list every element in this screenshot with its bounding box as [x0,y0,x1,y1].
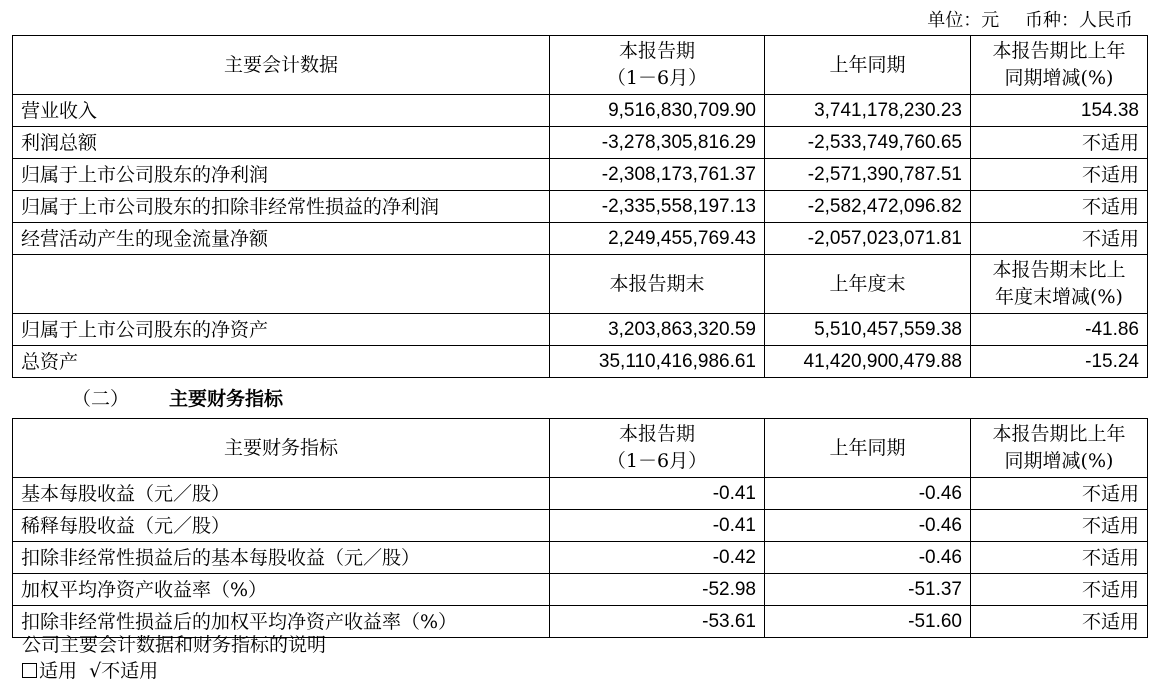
row-label: 归属于上市公司股东的净利润 [13,159,550,191]
current-value: -52.98 [550,574,765,606]
prior-value: 5,510,457,559.38 [765,314,971,346]
header-prior-period: 上年同期 [765,419,971,478]
table-row [13,191,1148,223]
header-change-line2: 同期增减(%) [1004,450,1114,472]
header-accounting-data: 主要会计数据 [13,36,550,95]
not-applicable-label: 不适用 [101,660,159,682]
current-value: 3,203,863,320.59 [550,314,765,346]
change-value: 154.38 [971,95,1148,127]
explanation-title: 公司主要会计数据和财务指标的说明 [22,634,327,656]
change-value: 不适用 [971,127,1148,159]
currency-label: 币种：人民币 [1025,10,1133,31]
row-label: 利润总额 [13,127,550,159]
row-label: 基本每股收益（元／股） [13,478,550,510]
current-value: -0.41 [550,510,765,542]
prior-value: 3,741,178,230.23 [765,95,971,127]
header-change-pct [971,36,1148,95]
change-value: 不适用 [971,191,1148,223]
current-value: -0.42 [550,542,765,574]
current-value: -2,308,173,761.37 [550,159,765,191]
row-label: 营业收入 [13,95,550,127]
current-value: 9,516,830,709.90 [550,95,765,127]
header-current-period-line2: （1－6月） [606,450,708,472]
row-label: 稀释每股收益（元／股） [13,510,550,542]
current-value: -0.41 [550,478,765,510]
table-header-row [13,36,1148,95]
header-change-line1: 本报告期比上年 [992,423,1126,445]
subheader-empty [13,255,550,314]
prior-value: -0.46 [765,478,971,510]
table-header-row [13,419,1148,478]
prior-value: -2,533,749,760.65 [765,127,971,159]
row-label: 扣除非经常性损益后的加权平均净资产收益率（%） [13,606,550,638]
prior-value: -51.60 [765,606,971,638]
applicability-line [22,656,158,683]
header-current-period-line2: （1－6月） [606,67,708,89]
prior-value: -0.46 [765,510,971,542]
header-change-line2: 同期增减(%) [1004,67,1114,89]
row-label: 经营活动产生的现金流量净额 [13,223,550,255]
prior-value: -0.46 [765,542,971,574]
row-label: 归属于上市公司股东的净资产 [13,314,550,346]
prior-value: 41,420,900,479.88 [765,346,971,378]
row-label: 总资产 [13,346,550,378]
row-label: 扣除非经常性损益后的基本每股收益（元／股） [13,542,550,574]
subheader-change-pct [971,255,1148,314]
header-current-period [550,419,765,478]
unit-label: 单位：元 [927,10,1000,31]
prior-value: -2,057,023,071.81 [765,223,971,255]
subheader-prior-year-end: 上年度末 [765,255,971,314]
header-change-line1: 本报告期比上年 [992,40,1126,62]
accounting-data-table [12,35,1148,378]
subheader-change-line2: 年度末增减(%) [995,286,1123,308]
table-row [13,95,1148,127]
table-row [13,314,1148,346]
current-value: -3,278,305,816.29 [550,127,765,159]
current-value: -2,335,558,197.13 [550,191,765,223]
row-label: 加权平均净资产收益率（%） [13,574,550,606]
header-current-period-line1: 本报告期 [618,423,695,445]
section-heading [72,384,283,411]
change-value: 不适用 [971,606,1148,638]
header-change-pct [971,419,1148,478]
header-prior-period: 上年同期 [765,36,971,95]
table-row [13,159,1148,191]
prior-value: -51.37 [765,574,971,606]
prior-value: -2,582,472,096.82 [765,191,971,223]
change-value: -41.86 [971,314,1148,346]
table-subheader-row [13,255,1148,314]
current-value: 2,249,455,769.43 [550,223,765,255]
subheader-period-end: 本报告期末 [550,255,765,314]
unit-currency-line [921,6,1133,32]
applicable-label: 适用 [39,660,78,682]
subheader-change-line1: 本报告期末比上 [992,259,1126,281]
table-row [13,510,1148,542]
header-current-period [550,36,765,95]
current-value: 35,110,416,986.61 [550,346,765,378]
section-title: 主要财务指标 [169,388,284,410]
table-row [13,346,1148,378]
change-value: 不适用 [971,574,1148,606]
change-value: 不适用 [971,223,1148,255]
table-row [13,542,1148,574]
change-value: 不适用 [971,159,1148,191]
change-value: 不适用 [971,478,1148,510]
header-financial-indicators: 主要财务指标 [13,419,550,478]
table-row [13,574,1148,606]
table-row [13,127,1148,159]
change-value: 不适用 [971,510,1148,542]
current-value: -53.61 [550,606,765,638]
change-value: -15.24 [971,346,1148,378]
row-label: 归属于上市公司股东的扣除非经常性损益的净利润 [13,191,550,223]
table-row [13,478,1148,510]
section-number: （二） [72,388,130,410]
table-row [13,223,1148,255]
header-current-period-line1: 本报告期 [618,40,695,62]
checkbox-icon[interactable] [22,663,37,678]
financial-indicators-table [12,418,1148,638]
change-value: 不适用 [971,542,1148,574]
checkmark-icon: √ [89,660,102,682]
prior-value: -2,571,390,787.51 [765,159,971,191]
